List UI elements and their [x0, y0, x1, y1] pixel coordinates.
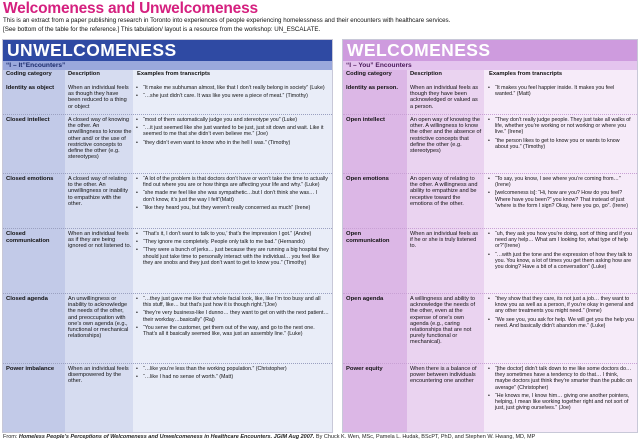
row-divider	[3, 363, 332, 364]
row-category: Open communication	[346, 231, 390, 244]
header-description: Description	[68, 71, 100, 77]
example-quote: • “[the doctor] didn’t talk down to me like some doctors do… they sometimes have a tendency to do that… I think, maybe doctors just think they’re smarter than the public on average” (Christopher)	[486, 366, 634, 391]
footer-authors: By Chuck K. Wen, MSc, Pamela L. Hudak, BScPT, PhD, and Stephen W. Hwang, MD, MP	[315, 434, 536, 440]
row-description: When an individual feels as though they have been reduced to a thing or object	[68, 85, 129, 110]
unwelcomeness-banner: UNWELCOMENESS	[3, 40, 332, 61]
row-description: A closed way of knowing the other. An unwillingness to know the other and/ or the use of restrictive concepts to define the other (e.g. stereotypes)	[68, 117, 132, 161]
row-examples	[486, 366, 634, 413]
row-examples	[134, 231, 329, 268]
row-description: An open way of relating to the other. A willingness and ability to empathize and be receptive toward the emotions of the other.	[410, 176, 478, 207]
header-examples: Examples from transcripts	[489, 71, 563, 77]
example-quote: • “It make me subhuman almost, like that I don’t really belong in society” (Luke)	[134, 85, 329, 91]
example-quote: • “…it just seemed like she just wanted to be just, just sit down and wait. Like it seemed to me that she didn’t even believe me.” (Joe)	[134, 125, 329, 137]
header-coding-category: Coding category	[6, 71, 52, 77]
welcomeness-subtitle: “I – You” Encounters	[343, 61, 637, 70]
row-description: When an individual feels as if he or she is truly listened to.	[410, 231, 479, 250]
row-category: Power equity	[346, 366, 383, 372]
example-quote: • “They don’t really judge people. They just take all walks of life, whether you’re working or not working or where you live.” (Irene)	[486, 117, 634, 136]
row-description: When an individual feels as though they have been acknowledged or valued as a person.	[410, 85, 479, 110]
example-quote: • “they didn’t even want to know who in the hell I was.” (Timothy)	[134, 140, 329, 146]
row-description: An unwillingness or inability to acknowledge the needs of the other, and preoccupation with one’s own agenda (e.g., functional or mechanical relationships)	[68, 296, 129, 340]
page-title: Welcomeness and Unwelcomeness	[3, 0, 258, 17]
example-quote: • “…she just didn’t care. It was like you were a piece of meat.” (Timothy)	[134, 93, 329, 99]
row-divider	[343, 173, 637, 174]
row-examples	[486, 176, 634, 211]
example-quote: • “she made me feel like she was sympathetic…but I don’t think she was… I don’t know, it’s just the way I felt”(Matt)	[134, 190, 329, 202]
row-category: Open emotions	[346, 176, 389, 182]
row-category: Identity as person.	[346, 85, 399, 91]
row-description: When there is a balance of power between individuals encountering one another	[410, 366, 477, 385]
row-examples	[486, 117, 634, 152]
row-examples	[134, 176, 329, 213]
row-category: Power imbalance	[6, 366, 55, 372]
welcomeness-banner: WELCOMENESS	[343, 40, 637, 61]
row-examples	[486, 296, 634, 331]
row-examples	[134, 117, 329, 148]
row-category: Open intellect	[346, 117, 385, 123]
example-quote: • “He knows me, I know him… giving one another pointers, helping, I mean like working together right and not sort of just, just giving ourselves.” (Joe)	[486, 393, 634, 412]
footer-prefix: From:	[3, 434, 18, 440]
row-category: Closed emotions	[6, 176, 54, 182]
row-divider	[343, 114, 637, 115]
example-quote: • “uh, they ask you how you’re doing, sort of thing and if you need any help… What am I looking for, what type of help or?”(Irene)	[486, 231, 634, 250]
example-quote: • “They ignore me completely. People only talk to me bad.” (Hernando)	[134, 239, 329, 245]
intro-line-2: [See bottom of the table for the reference.] This tabulation/ layout is a resource from the workshop: UN_ESCALATE.	[3, 26, 321, 33]
example-quote: • “They were a bunch of jerks… just because they are running a big hospital they should just take time to personally interact with the individual… you feel like they are snobs and they just don’t want to get to know you.” (Timothy)	[134, 247, 329, 266]
row-category: Closed communication	[6, 231, 50, 244]
example-quote: • “…they just gave me like that whole facial look, like, like I’m too busy and all this stuff, like… but that’s just how it is though right.”(Joe)	[134, 296, 329, 308]
example-quote: • “…like you’re less than the working population.” (Christopher)	[134, 366, 329, 372]
row-divider	[3, 114, 332, 115]
unwelcomeness-subtitle: “I – It”Encounters”	[3, 61, 332, 70]
intro-line-1: This is an extract from a paper publishing research in Toronto into experiences of people experiencing homelessness and their encounters with healthcare services.	[3, 17, 451, 24]
row-divider	[343, 363, 637, 364]
example-quote: • “To say, you know, I see where you’re coming from…” (Irene)	[486, 176, 634, 188]
row-examples	[134, 296, 329, 339]
header-examples: Examples from transcripts	[137, 71, 211, 77]
row-category: Closed intellect	[6, 117, 50, 123]
example-quote: • “That’s it, I don’t want to talk to you,’ that’s the impression I got.” (Andre)	[134, 231, 329, 237]
row-description: A closed way of relating to the other. An unwillingness or inability to empathize with the other.	[68, 176, 129, 207]
example-quote: • “You serve the customer, get them out of the way, and go to the next one. That’s all it basically seemed like, was just an assembly line.” (Luke)	[134, 325, 329, 337]
header-coding-category: Coding category	[346, 71, 392, 77]
row-examples	[134, 366, 329, 382]
example-quote: • “the person likes to get to know you or wants to know about you.” (Timothy)	[486, 138, 634, 150]
row-description: When an individual feels as if they are being ignored or not listened to.	[68, 231, 132, 250]
welcomeness-panel	[342, 39, 638, 433]
header-description: Description	[410, 71, 442, 77]
example-quote: • “…with just the tone and the expression of how they talk to you. You know, a lot of times you get them asking how are you doing? Have a bit of a conversation” (Luke)	[486, 252, 634, 271]
row-description: A willingness and ability to acknowledge the needs of the other, even at the expense of one’s own agenda (e.g., caring relationships that are not purely functional or mechanical).	[410, 296, 475, 346]
row-examples	[486, 231, 634, 272]
row-category: Identity as object	[6, 85, 55, 91]
example-quote: • “We see you, you ask for help. We will get you the help you need. And basically didn’t abandon me.” (Luke)	[486, 317, 634, 329]
example-quote: • “they show that they care, its not just a job… they want to know you as well as a person, if you’re okay in general and any other treatments you might need.” (Irene)	[486, 296, 634, 315]
row-category: Open agenda	[346, 296, 384, 302]
row-divider	[3, 173, 332, 174]
row-divider	[343, 228, 637, 229]
reference-footer	[3, 434, 535, 440]
example-quote: • “It makes you feel happier inside. It makes you feel wanted.” (Matt)	[486, 85, 634, 97]
row-examples	[134, 85, 329, 101]
row-description: An open way of knowing the other. A willingness to know the other and the absence of restrictive concepts that define the other (e.g. stereotypes)	[410, 117, 482, 155]
unwelcomeness-panel	[2, 39, 333, 433]
example-quote: • “…like I had no sense of worth.” (Matt)	[134, 374, 329, 380]
example-quote: • “A lot of the problem is that doctors don’t have or won’t take the time to actually find out where you are or how things are affecting your life and why.” (Luke)	[134, 176, 329, 188]
row-divider	[3, 228, 332, 229]
row-description: When an individual feels disempowered by the other.	[68, 366, 129, 385]
example-quote: • “like they heard you, but they weren’t really concerned as much” (Irene)	[134, 205, 329, 211]
example-quote: • “most of them automatically judge you and stereotype you” (Luke)	[134, 117, 329, 123]
example-quote: • [welcomeness is]: “Hi, how are you? How do you feel? Where have you been?” you know? That instead of just “where is the form I sign? Okay, here you go, go”. (Irene)	[486, 190, 634, 209]
row-divider	[343, 293, 637, 294]
row-category: Closed agenda	[6, 296, 48, 302]
row-examples	[486, 85, 634, 99]
footer-paper-title: Homeless People’s Perceptions of Welcomeness and Unwelcomeness in Healthcare Encounters. JGIM Aug 2007.	[18, 434, 315, 440]
example-quote: • “they’re very business-like I dunno… they want to get on with the next patient… their workday…basically” (Raj)	[134, 310, 329, 322]
row-divider	[3, 293, 332, 294]
